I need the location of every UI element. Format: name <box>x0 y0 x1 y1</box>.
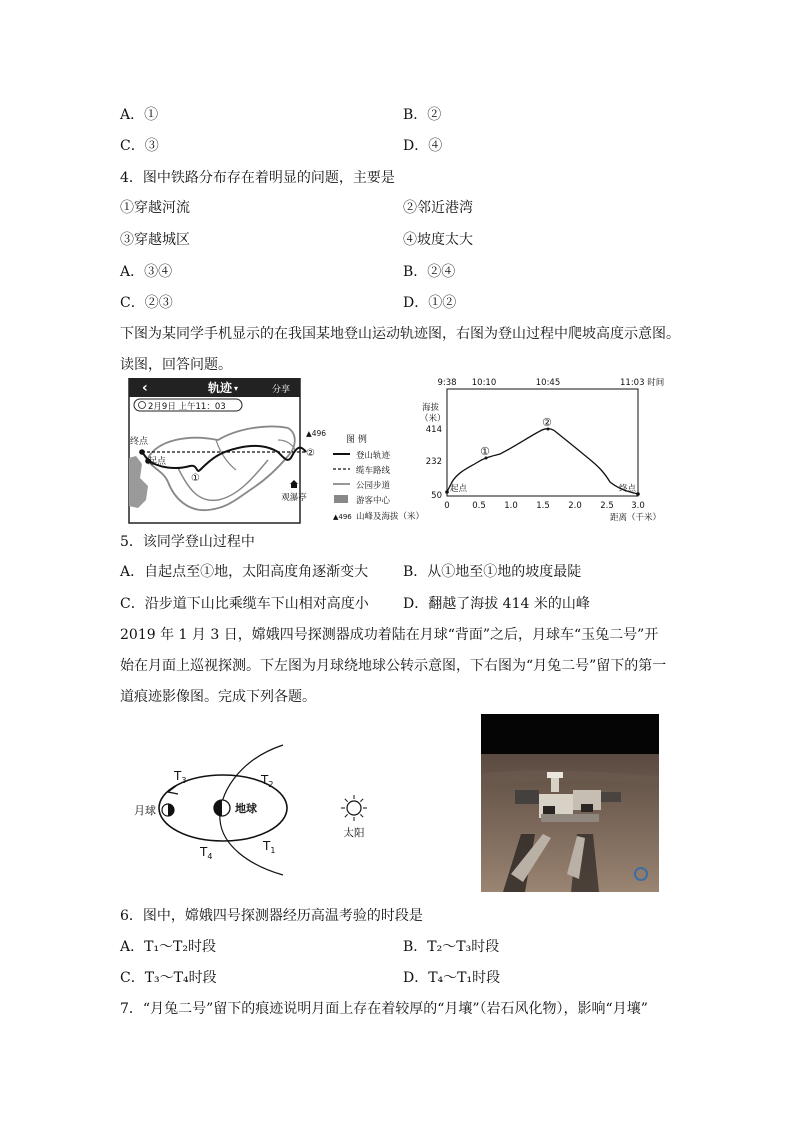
q4-statement-1: ①穿越河流 <box>120 200 190 216</box>
intro-moon-line2: 始在月面上巡视探测。下左图为月球绕地球公转示意图，下右图为“月兔二号”留下的第一 <box>120 658 667 674</box>
t1-label: $T_1$ <box>263 839 276 855</box>
profile-point-1: ① <box>480 445 490 458</box>
y-tick: 232 <box>425 457 442 467</box>
map-pavilion-label: 观瀑亭 <box>281 493 307 503</box>
legend-park-trail: 公园步道 <box>356 481 391 491</box>
map-date: 2月9日 上午11：03 <box>148 402 226 412</box>
x-tick: 0.5 <box>472 501 486 511</box>
x-tick: 2.5 <box>600 501 614 511</box>
elevation-profile-chart <box>420 374 670 524</box>
y-tick: 414 <box>425 425 442 435</box>
t4-label: $T_4$ <box>200 845 213 861</box>
q6-option-b: B．T₂～T₃时段 <box>403 939 500 955</box>
q6-option-d: D．T₄～T₁时段 <box>403 970 501 986</box>
q3-option-c: C．③ <box>120 138 159 154</box>
x-tick: 1.5 <box>536 501 550 511</box>
intro-hiking-line2: 读图，回答问题。 <box>120 357 232 373</box>
q4-stem: 4．图中铁路分布存在着明显的问题，主要是 <box>120 170 395 186</box>
moon-label: 月球 <box>134 804 156 817</box>
map-point-1: ① <box>191 473 200 484</box>
q6-option-c: C．T₃～T₄时段 <box>120 970 217 986</box>
legend-visitor-center: 游客中心 <box>356 496 391 506</box>
t3-label: $T_3$ <box>174 769 187 785</box>
time-label: 10:10 <box>471 378 497 388</box>
legend-peak-sample: ▲496 <box>333 513 352 521</box>
q6-stem: 6．图中，嫦娥四号探测器经历高温考验的时段是 <box>120 908 423 924</box>
profile-point-2: ② <box>542 416 552 429</box>
share-button[interactable]: 分享 <box>271 385 290 395</box>
moon-orbit-diagram <box>128 740 388 880</box>
x-tick: 0 <box>444 501 450 511</box>
x-tick: 3.0 <box>631 501 645 511</box>
legend-hiking-track: 登山轨迹 <box>356 451 391 461</box>
x-tick: 2.0 <box>568 501 582 511</box>
t2-label: $T_2$ <box>261 773 274 789</box>
q3-option-b: B．② <box>403 107 442 123</box>
q5-stem: 5．该同学登山过程中 <box>120 534 255 550</box>
y-axis-label: 海拔 <box>422 403 440 413</box>
q5-option-a: A．自起点至①地，太阳高度角逐渐变大 <box>120 564 369 580</box>
intro-hiking-line1: 下图为某同学手机显示的在我国某地登山运动轨迹图，右图为登山过程中爬坡高度示意图。 <box>120 326 680 342</box>
y-tick: 50 <box>431 491 442 501</box>
map-title: 轨迹 <box>208 381 233 395</box>
time-label: 10:45 <box>535 378 561 388</box>
legend-cable-car: 缆车路线 <box>356 466 391 476</box>
profile-end-label: 终点 <box>619 484 637 494</box>
q4-statement-4: ④坡度太大 <box>403 232 473 248</box>
profile-start-label: 起点 <box>450 484 468 494</box>
sun-label: 太阳 <box>343 827 365 839</box>
y-axis-unit: （米） <box>420 414 446 424</box>
q5-option-c: C．沿步道下山比乘缆车下山相对高度小 <box>120 596 369 612</box>
legend-peak: 山峰及海拔（米） <box>356 512 424 522</box>
q3-option-d: D．④ <box>403 138 443 154</box>
q6-option-a: A．T₁～T₂时段 <box>120 939 217 955</box>
hiking-track-map <box>128 378 424 524</box>
title-dropdown-icon[interactable]: ▾ <box>234 384 239 393</box>
q4-statement-2: ②邻近港湾 <box>403 200 473 216</box>
x-axis-label: 距离（千米） <box>610 513 662 523</box>
q4-option-c: C．②③ <box>120 295 173 311</box>
intro-moon-line3: 道痕迹影像图。完成下列各题。 <box>120 689 316 705</box>
q7-stem: 7．“月兔二号”留下的痕迹说明月面上存在着较厚的“月壤”（岩石风化物），影响“月壤” <box>120 1001 648 1017</box>
earth-label: 地球 <box>235 802 257 815</box>
intro-moon-line1: 2019 年 1 月 3 日，嫦娥四号探测器成功着陆在月球“背面”之后，月球车“玉兔二号”开 <box>120 627 659 643</box>
sun-icon <box>341 795 367 821</box>
map-end-label: 终点 <box>130 437 149 447</box>
back-icon[interactable]: ‹ <box>142 380 148 396</box>
q4-option-d: D．①② <box>403 295 457 311</box>
q5-option-d: D．翻越了海拔 414 米的山峰 <box>403 596 590 612</box>
q4-option-a: A．③④ <box>120 264 173 280</box>
q5-option-b: B．从①地至①地的坡度最陡 <box>403 564 582 580</box>
q4-statement-3: ③穿越城区 <box>120 232 190 248</box>
time-label: 9:38 <box>437 378 457 388</box>
q4-option-b: B．②④ <box>403 264 456 280</box>
rover-track-photo <box>481 714 659 892</box>
time-label: 11:03 时间 <box>620 378 665 388</box>
map-start-label: 起点 <box>148 457 167 467</box>
legend-title: 图 例 <box>346 435 367 445</box>
map-point-2: ② <box>306 448 315 459</box>
x-tick: 1.0 <box>504 501 518 511</box>
q3-option-a: A．① <box>120 107 159 123</box>
map-peak-496: ▲496 <box>306 429 327 438</box>
